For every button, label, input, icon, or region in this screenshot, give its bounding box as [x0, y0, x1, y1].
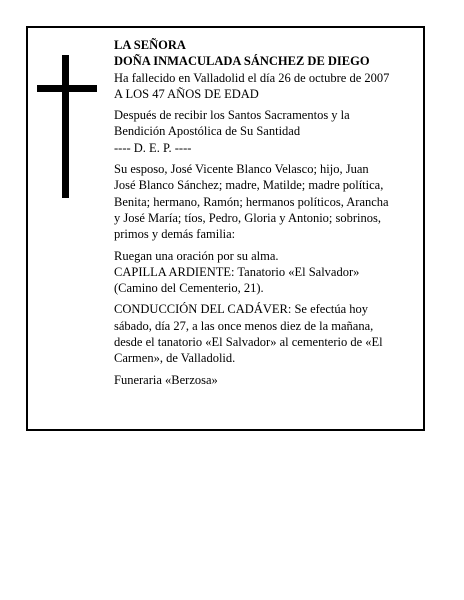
sacraments-line: Después de recibir los Santos Sacramentos y la — [114, 108, 350, 123]
dep-line: ---- D. E. P. ---- — [114, 140, 192, 155]
family-line: Benita; hermano, Ramón; hermanos políticos, Arancha — [114, 194, 389, 209]
sacraments-paragraph — [114, 107, 414, 140]
chapel-line: CAPILLA ARDIENTE: Tanatorio «El Salvador» — [114, 264, 360, 279]
death-place-date: Ha fallecido en Valladolid el día 26 de octubre de 2007 — [114, 70, 390, 85]
cross-icon-horizontal-bar — [37, 85, 97, 92]
cross-icon-vertical-bar — [62, 55, 69, 198]
procession-line: desde el tanatorio «El Salvador» al cementerio de «El — [114, 335, 383, 350]
family-line: José Blanco Sánchez; madre, Matilde; madre política, — [114, 178, 384, 193]
family-line: y José María; tíos, Pedro, Gloria y Antonio; sobrinos, — [114, 210, 381, 225]
family-paragraph — [114, 161, 414, 242]
chapel-paragraph — [114, 264, 414, 297]
deceased-name: DOÑA INMACULADA SÁNCHEZ DE DIEGO — [114, 54, 370, 69]
procession-line: sábado, día 27, a las once menos diez de la mañana, — [114, 318, 374, 333]
procession-line: Carmen», de Valladolid. — [114, 351, 236, 366]
header-title: LA SEÑORA — [114, 38, 186, 52]
chapel-line: (Camino del Cementerio, 21). — [114, 281, 264, 296]
funeral-home: Funeraria «Berzosa» — [114, 372, 218, 387]
prayer-line: Ruegan una oración por su alma. — [114, 248, 279, 263]
family-line: primos y demás familia: — [114, 227, 236, 242]
family-line: Su esposo, José Vicente Blanco Velasco; hijo, Juan — [114, 162, 369, 177]
sacraments-line: Bendición Apostólica de Su Santidad — [114, 124, 301, 139]
age-line: A LOS 47 AÑOS DE EDAD — [114, 86, 259, 101]
notice-text-block — [114, 37, 414, 388]
procession-paragraph — [114, 301, 414, 366]
procession-line: CONDUCCIÓN DEL CADÁVER: Se efectúa hoy — [114, 302, 369, 317]
